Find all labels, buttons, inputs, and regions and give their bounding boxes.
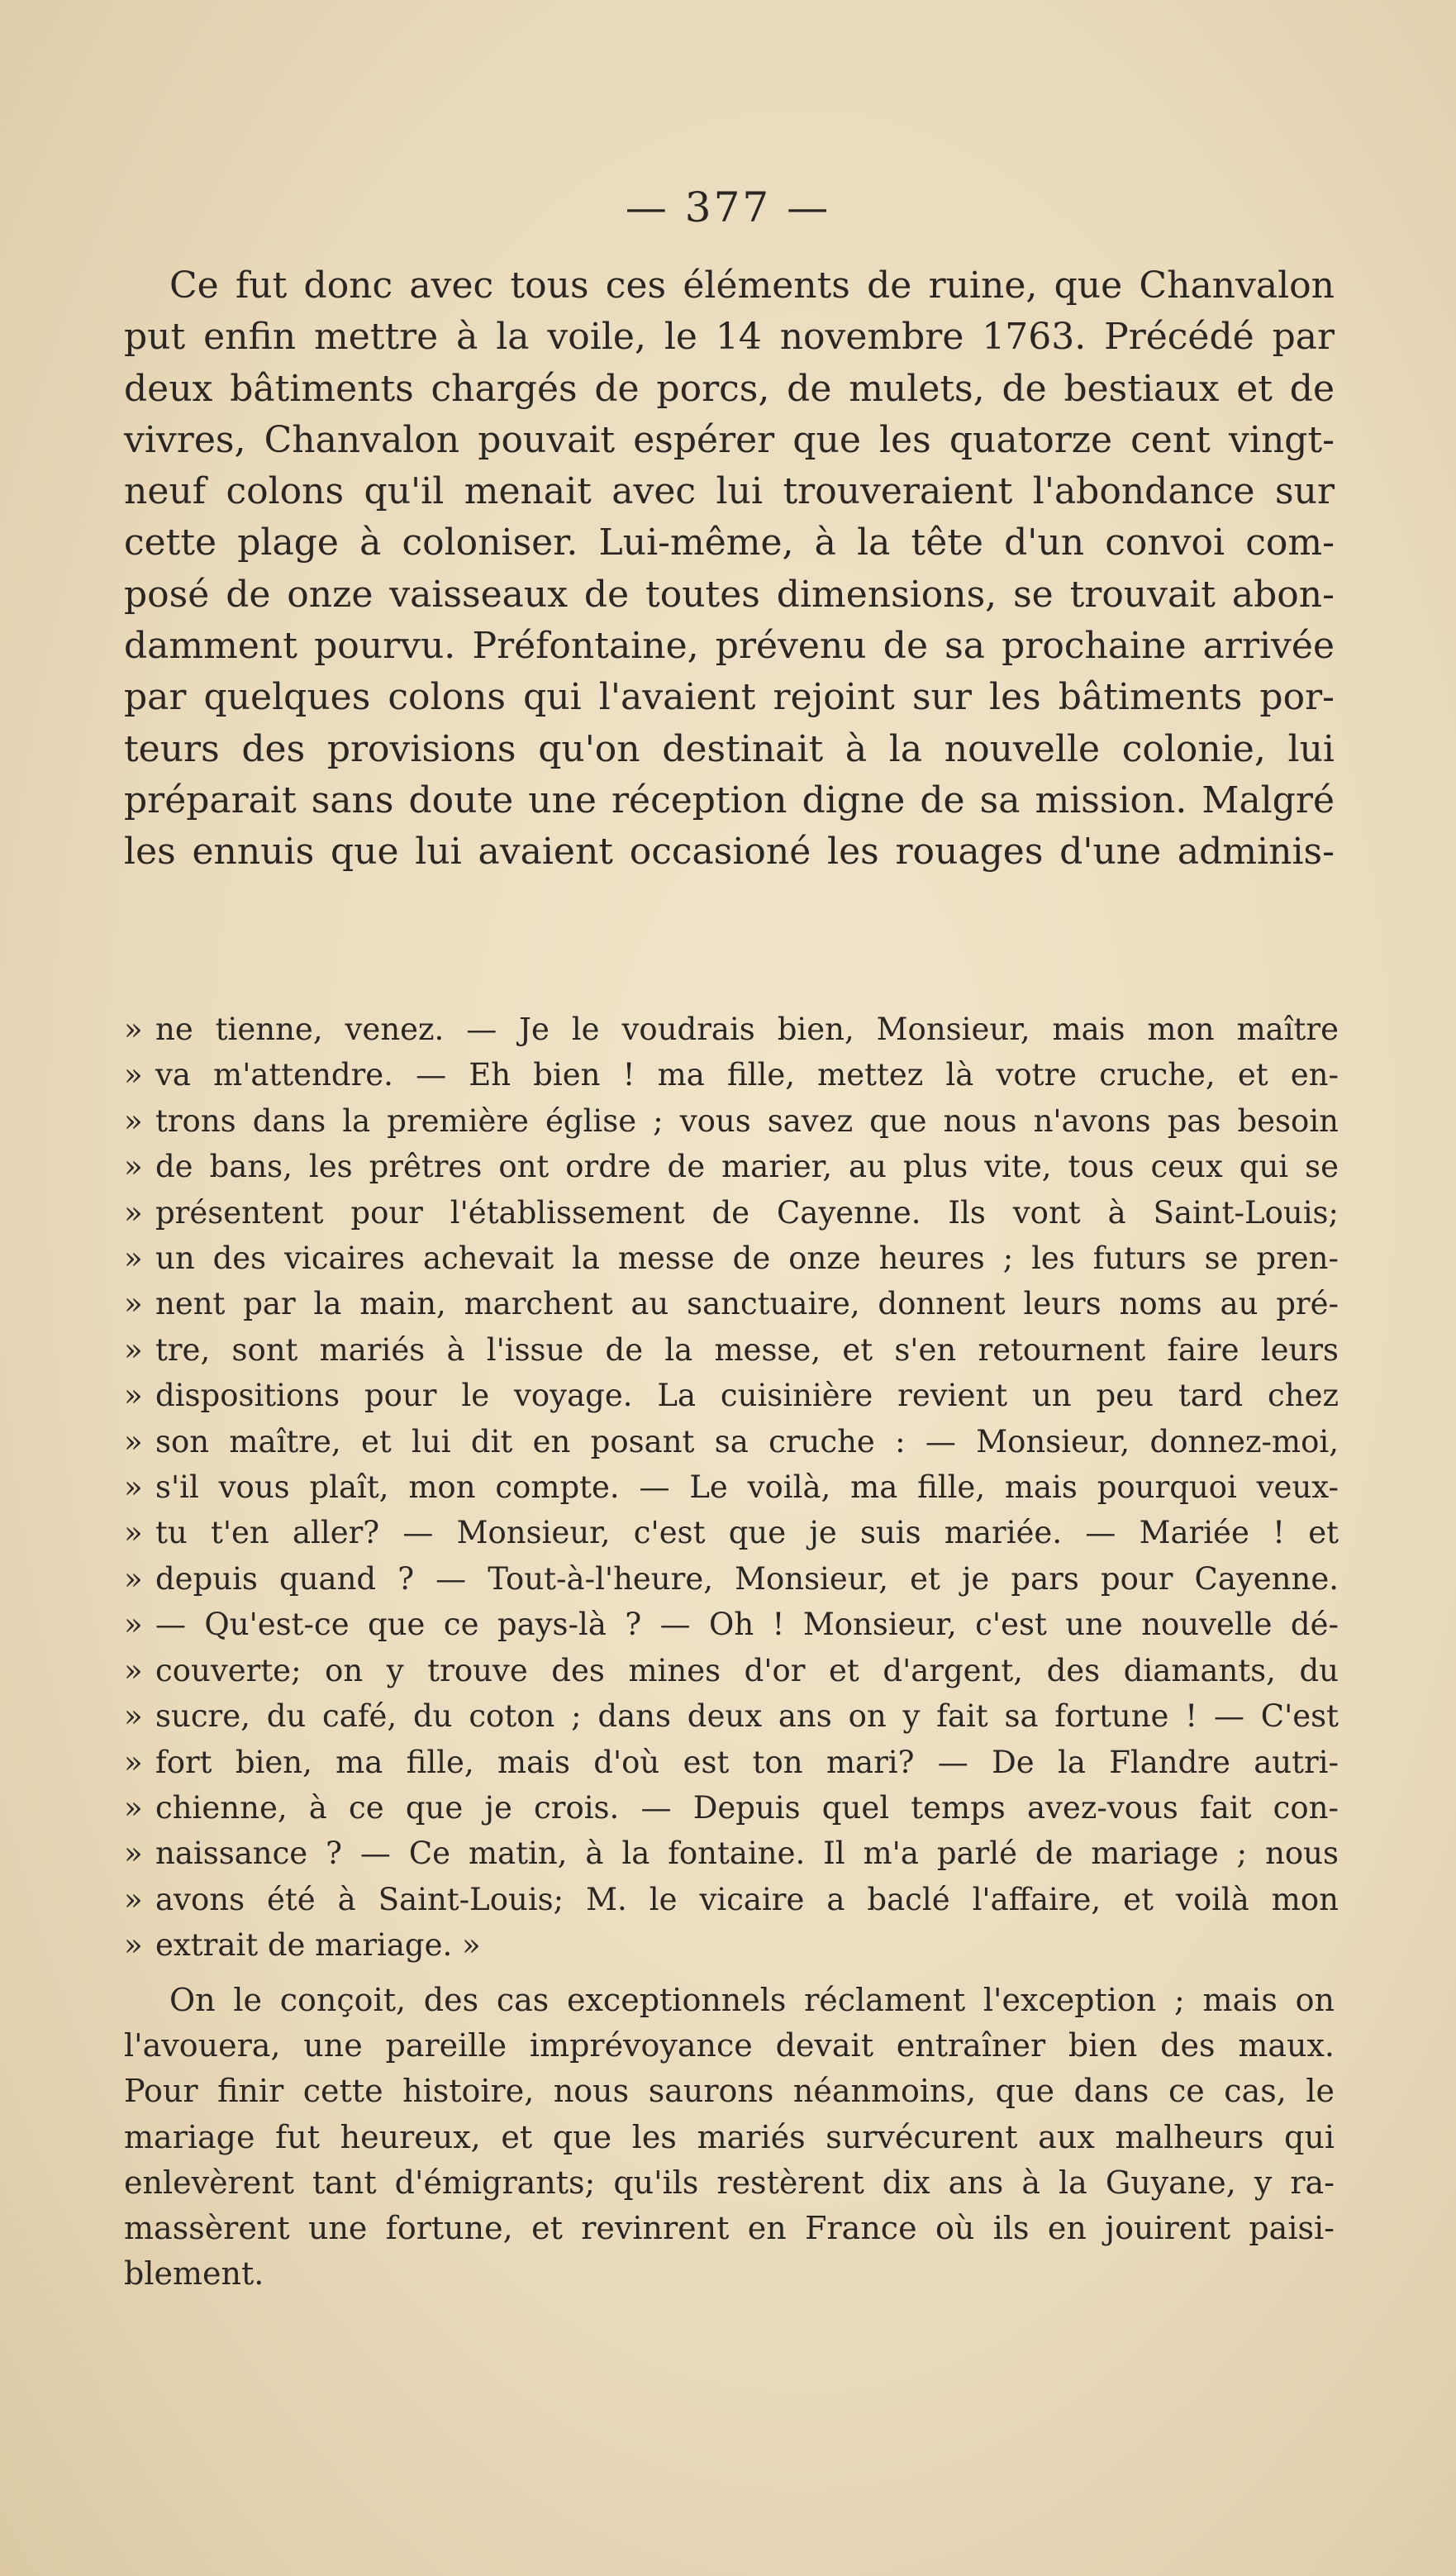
quote-line-text: fort bien, ma fille, mais d'où est ton mari? — De la Flandre autri- [155, 1744, 1339, 1780]
quote-line [124, 1648, 1339, 1693]
paragraph-1 [124, 260, 1335, 879]
quote-line [124, 1052, 1339, 1098]
quote-line-text: tre, sont mariés à l'issue de la messe, et s'en retournent faire leurs [155, 1331, 1339, 1368]
text-line: préparait sans doute une réception digne de sa mission. Malgré [124, 779, 1335, 821]
text-line: Pour finir cette histoire, nous saurons néanmoins, que dans ce cas, le [124, 2073, 1335, 2110]
quote-line-text: — Qu'est-ce que ce pays-là ? — Oh ! Monsieur, c'est une nouvelle dé- [155, 1607, 1339, 1643]
quote-mark: » [124, 1240, 143, 1277]
quote-line [124, 1098, 1339, 1144]
quote-line [124, 1144, 1339, 1189]
quote-line [124, 1464, 1339, 1510]
quote-mark: » [124, 1515, 143, 1551]
quote-line-text: depuis quand ? — Tout-à-l'heure, Monsieur, et je pars pour Cayenne. [155, 1560, 1339, 1597]
quote-line-text: va m'attendre. — Eh bien ! ma fille, mettez là votre cruche, et en- [155, 1057, 1339, 1093]
quote-line [124, 1831, 1339, 1876]
text-line: mariage fut heureux, et que les mariés survécurent aux malheurs qui [124, 2118, 1335, 2155]
quote-mark: » [124, 1560, 143, 1597]
quote-line [124, 1556, 1339, 1602]
quote-line-text: son maître, et lui dit en posant sa cruche : — Monsieur, donnez-moi, [155, 1423, 1339, 1459]
quote-line [124, 1602, 1339, 1647]
quote-line-text: dispositions pour le voyage. La cuisinière revient un peu tard chez [155, 1378, 1339, 1414]
quote-line [124, 1740, 1339, 1785]
quote-line [124, 1327, 1339, 1373]
quote-mark: » [124, 1607, 143, 1643]
quote-mark: » [124, 1927, 143, 1964]
text-line: On le conçoit, des cas exceptionnels réclament l'exception ; mais on [169, 1982, 1335, 2018]
quote-line [124, 1693, 1339, 1739]
text-line: les ennuis que lui avaient occasioné les rouages d'une adminis- [124, 831, 1335, 874]
quote-mark: » [124, 1331, 143, 1368]
text-line: l'avouera, une pareille imprévoyance devait entraîner bien des maux. [124, 2027, 1335, 2064]
quote-line-text: couverte; on y trouve des mines d'or et d'argent, des diamants, du [155, 1652, 1339, 1688]
quote-line [124, 1922, 1339, 1968]
text-line: put enfin mettre à la voile, le 14 novembre 1763. Précédé par [124, 316, 1335, 359]
quote-line-text: présentent pour l'établissement de Cayenne. Ils vont à Saint-Louis; [155, 1194, 1339, 1231]
quote-mark: » [124, 1149, 143, 1185]
quote-line-text: ne tienne, venez. — Je le voudrais bien, Monsieur, mais mon maître [155, 1012, 1339, 1047]
quote-line-text: trons dans la première église ; vous savez que nous n'avons pas besoin [155, 1102, 1339, 1139]
text-line: deux bâtiments chargés de porcs, de mulets, de bestiaux et de [124, 367, 1335, 410]
quote-line-text: s'il vous plaît, mon compte. — Le voilà, ma fille, mais pourquoi veux- [155, 1469, 1339, 1506]
quote-line [124, 1373, 1339, 1418]
quote-mark: » [124, 1836, 143, 1872]
quote-mark: » [124, 1423, 143, 1459]
text-line: enlevèrent tant d'émigrants; qu'ils restèrent dix ans à la Guyane, y ra- [124, 2164, 1335, 2201]
text-line: par quelques colons qui l'avaient rejoint sur les bâtiments por- [124, 676, 1335, 719]
quote-mark: » [124, 1744, 143, 1780]
quote-line-text: chienne, à ce que je crois. — Depuis quel temps avez-vous fait con- [155, 1789, 1339, 1826]
text-line: Ce fut donc avec tous ces éléments de ruine, que Chanvalon [169, 264, 1335, 307]
text-line: blement. [124, 2255, 264, 2293]
quote-line [124, 1281, 1339, 1326]
quote-mark: » [124, 1789, 143, 1826]
quote-mark: » [124, 1102, 143, 1139]
text-line: vivres, Chanvalon pouvait espérer que les quatorze cent vingt- [124, 418, 1335, 461]
quote-line-text: nent par la main, marchent au sanctuaire, donnent leurs noms au pré- [155, 1286, 1339, 1322]
quote-mark: » [124, 1698, 143, 1735]
quote-line [124, 1236, 1339, 1281]
quote-line [124, 1877, 1339, 1922]
quote-line-text: avons été à Saint-Louis; M. le vicaire a baclé l'affaire, et voilà mon [155, 1881, 1339, 1917]
text-line: teurs des provisions qu'on destinait à la nouvelle colonie, lui [124, 727, 1335, 770]
quote-mark: » [124, 1057, 143, 1093]
quote-mark: » [124, 1286, 143, 1322]
quote-line [124, 1510, 1339, 1555]
text-line: cette plage à coloniser. Lui-même, à la tête d'un convoi com- [124, 521, 1335, 564]
text-line: posé de onze vaisseaux de toutes dimensions, se trouvait abon- [124, 573, 1335, 616]
quote-mark: » [124, 1012, 143, 1047]
quote-mark: » [124, 1652, 143, 1688]
quote-line [124, 1190, 1339, 1236]
quote-line [124, 1007, 1339, 1052]
quote-line-text: extrait de mariage. » [155, 1927, 481, 1964]
quote-line-text: tu t'en aller? — Monsieur, c'est que je suis mariée. — Mariée ! et [155, 1515, 1339, 1551]
quote-line [124, 1419, 1339, 1464]
quote-line-text: naissance ? — Ce matin, à la fontaine. Il m'a parlé de mariage ; nous [155, 1836, 1339, 1872]
quote-mark: » [124, 1194, 143, 1231]
quote-line [124, 1785, 1339, 1831]
text-line: neuf colons qu'il menait avec lui trouveraient l'abondance sur [124, 470, 1335, 513]
quote-line-text: un des vicaires achevait la messe de onze heures ; les futurs se pren- [155, 1240, 1339, 1277]
quoted-passage [124, 1007, 1339, 1969]
page-number: — 377 — [625, 183, 831, 231]
text-line: damment pourvu. Préfontaine, prévenu de sa prochaine arrivée [124, 625, 1335, 668]
quote-line-text: de bans, les prêtres ont ordre de marier, au plus vite, tous ceux qui se [155, 1149, 1339, 1185]
quote-mark: » [124, 1469, 143, 1506]
paragraph-2 [124, 1978, 1335, 2297]
quote-mark: » [124, 1378, 143, 1414]
quote-mark: » [124, 1881, 143, 1917]
quote-line-text: sucre, du café, du coton ; dans deux ans on y fait sa fortune ! — C'est [155, 1698, 1339, 1735]
text-line: massèrent une fortune, et revinrent en France où ils en jouirent paisi- [124, 2210, 1335, 2247]
